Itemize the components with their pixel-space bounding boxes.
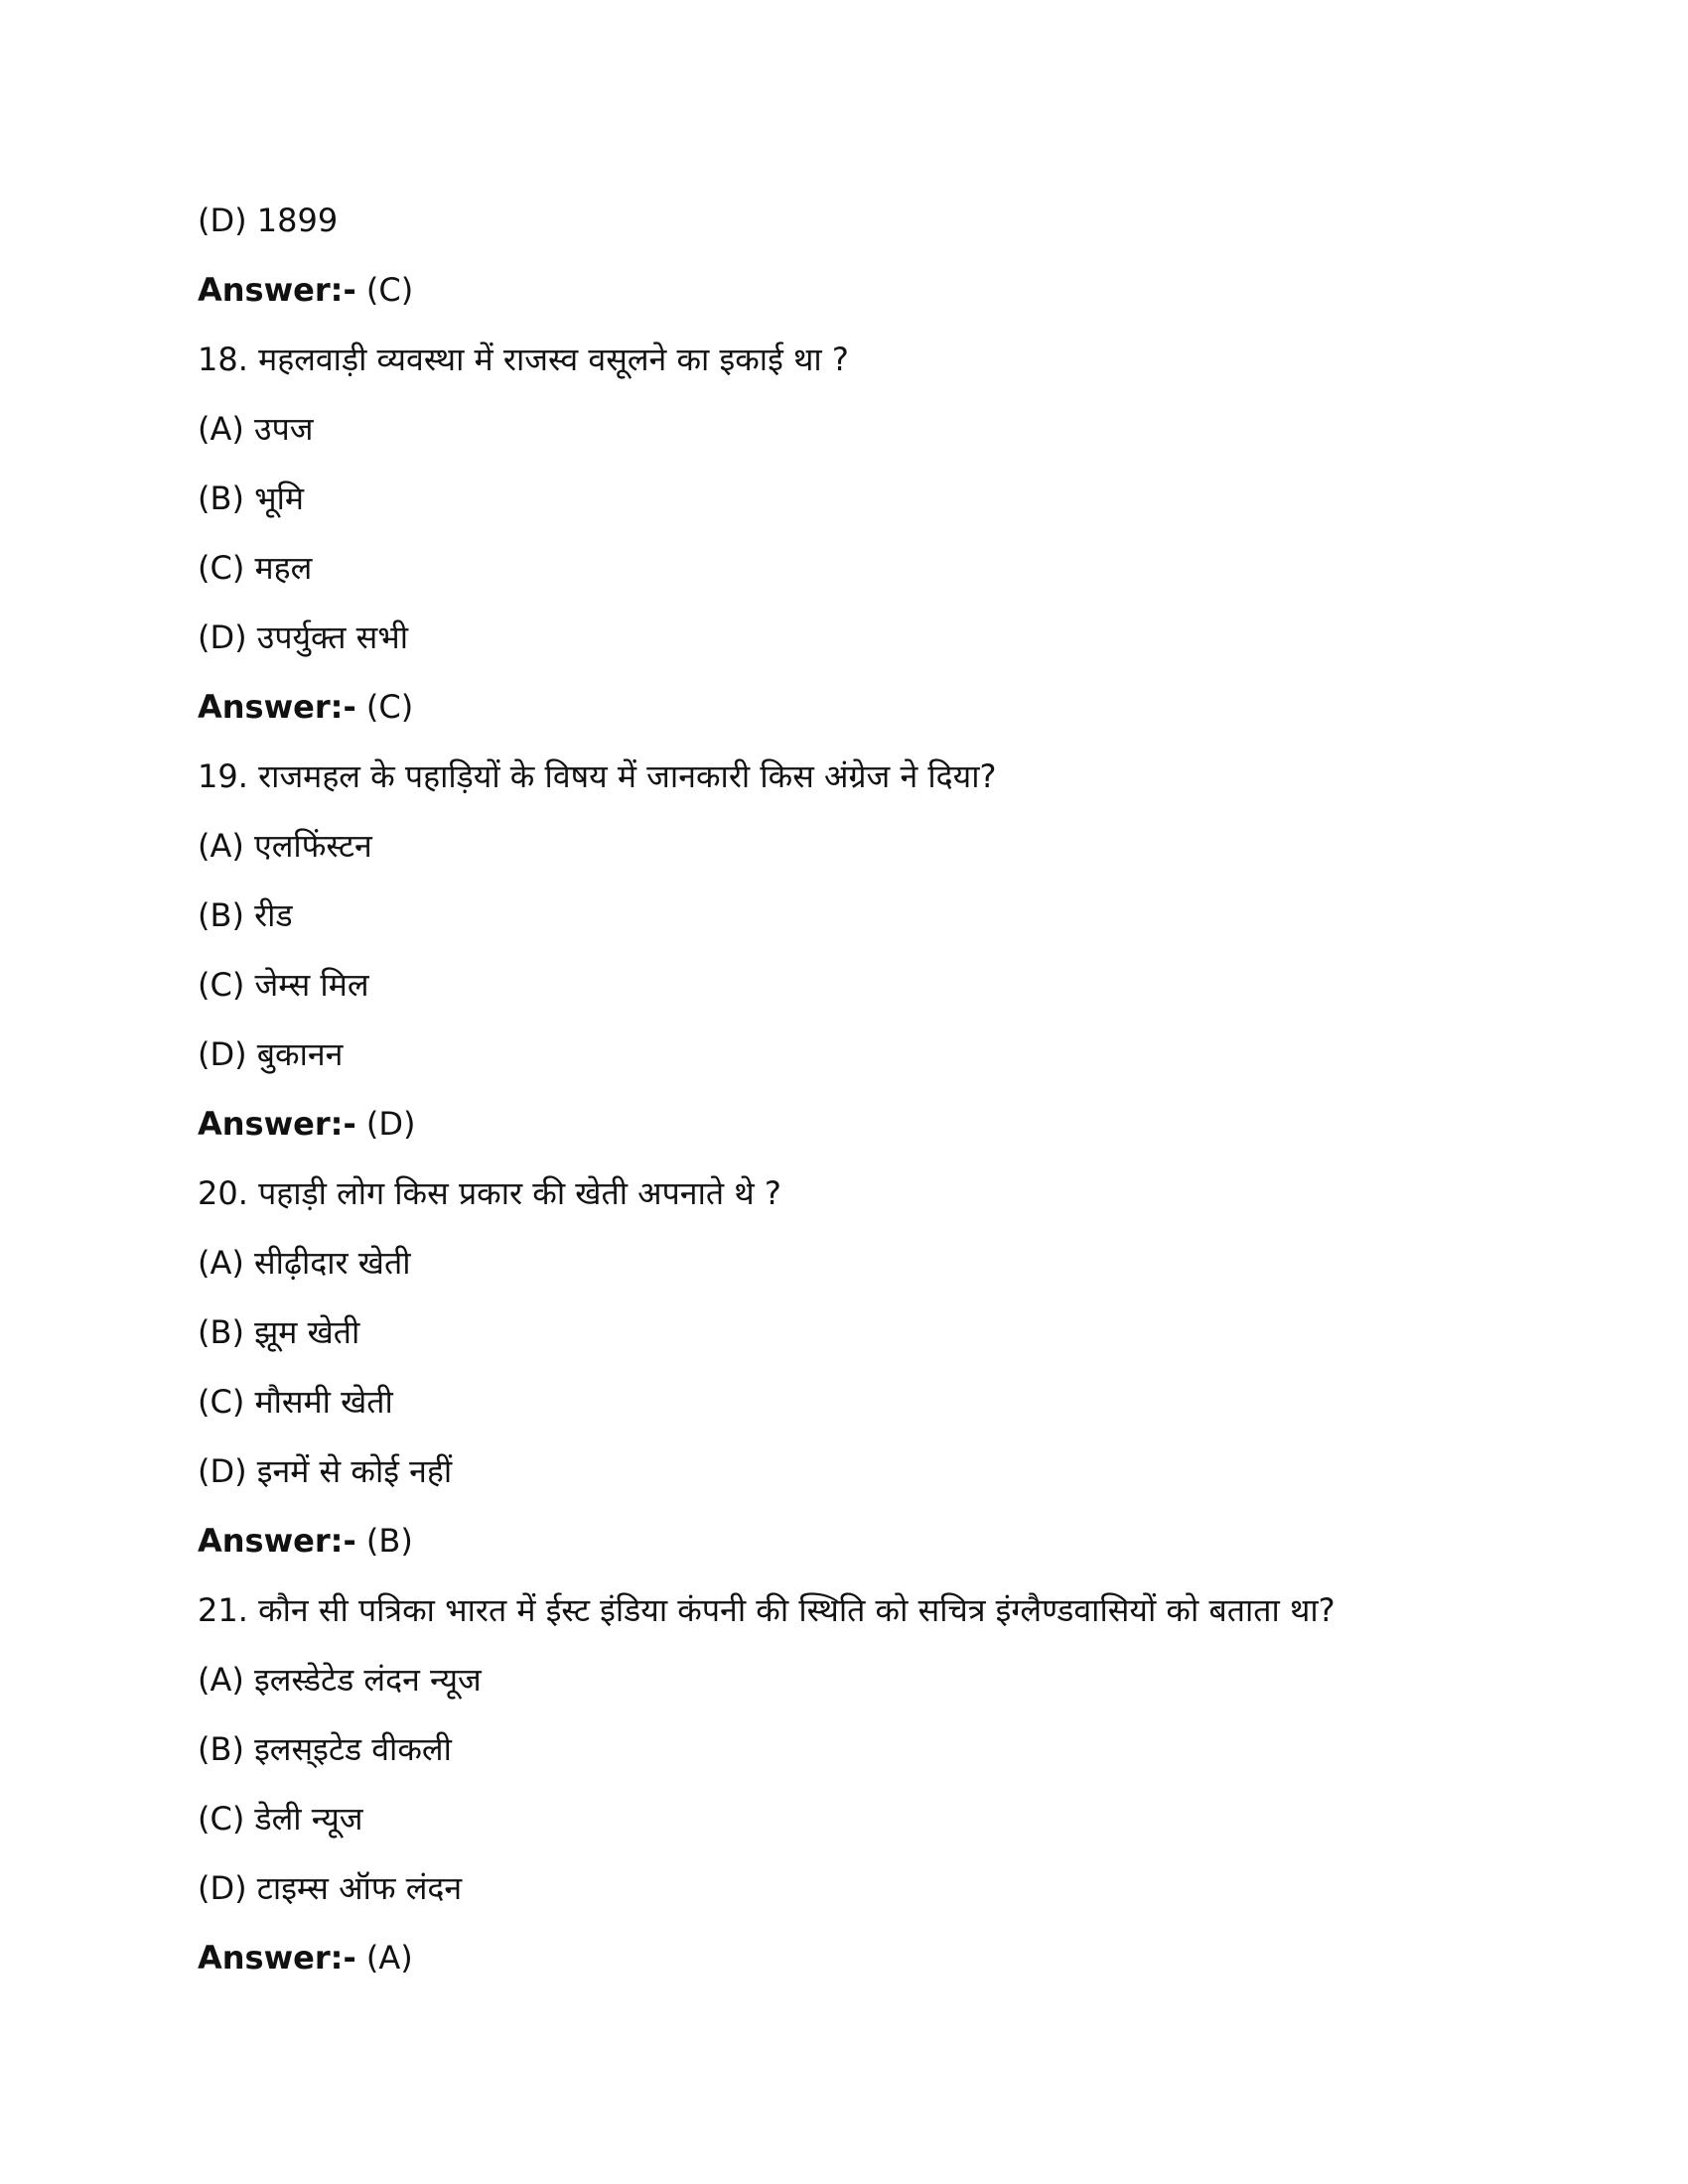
option-a: (A) सीढ़ीदार खेती — [198, 1244, 411, 1282]
option-b: (B) इलस्इटेड वीकली — [198, 1730, 452, 1768]
answer-value: (D) — [355, 1105, 416, 1143]
option-a: (A) इलस्डेटेड लंदन न्यूज — [198, 1661, 482, 1699]
question-text: 19. राजमहल के पहाड़ियों के विषय में जानकारी किस अंग्रेज ने दिया? — [198, 757, 997, 795]
answer-line — [198, 1515, 1588, 1584]
option-b: (B) रीड — [198, 896, 293, 934]
question-text: 18. महलवाड़ी व्यवस्था में राजस्व वसूलने का इकाई था ? — [198, 341, 849, 378]
option-b: (B) झूम खेती — [198, 1313, 360, 1351]
answer-label: Answer:- — [198, 1939, 356, 1977]
answer-line — [198, 1098, 1588, 1167]
answer-label: Answer:- — [198, 1522, 356, 1560]
answer-value: (C) — [355, 688, 414, 726]
option-a: (A) उपज — [198, 410, 314, 448]
option-a: (A) एलफिंस्टन — [198, 827, 372, 865]
answer-value: (A) — [355, 1939, 413, 1977]
answer-line — [198, 681, 1588, 751]
question-text: 20. पहाड़ी लोग किस प्रकार की खेती अपनाते थे ? — [198, 1174, 781, 1212]
answer-line — [198, 1932, 1588, 2001]
answer-label: Answer:- — [198, 1105, 356, 1143]
page-content — [198, 195, 1588, 2001]
answer-value: (B) — [355, 1522, 413, 1560]
option-d: (D) उपर्युक्त सभी — [198, 618, 409, 656]
option-c: (C) मौसमी खेती — [198, 1383, 393, 1421]
option-c: (C) जेम्स मिल — [198, 966, 369, 1004]
option-d: (D) 1899 — [198, 202, 339, 239]
option-d: (D) बुकानन — [198, 1035, 344, 1073]
answer-label: Answer:- — [198, 271, 356, 309]
answer-line — [198, 264, 1588, 334]
question-text: 21. कौन सी पत्रिका भारत में ईस्ट इंडिया कंपनी की स्थिति को सचित्र इंग्लैण्डवासियों को बताता था? — [198, 1591, 1336, 1629]
answer-value: (C) — [355, 271, 414, 309]
option-c: (C) महल — [198, 549, 313, 587]
answer-label: Answer:- — [198, 688, 356, 726]
option-d: (D) टाइम्स ऑफ लंदन — [198, 1869, 463, 1907]
option-d: (D) इनमें से कोई नहीं — [198, 1452, 453, 1490]
option-c: (C) डेली न्यूज — [198, 1800, 363, 1838]
option-b: (B) भूमि — [198, 479, 305, 517]
